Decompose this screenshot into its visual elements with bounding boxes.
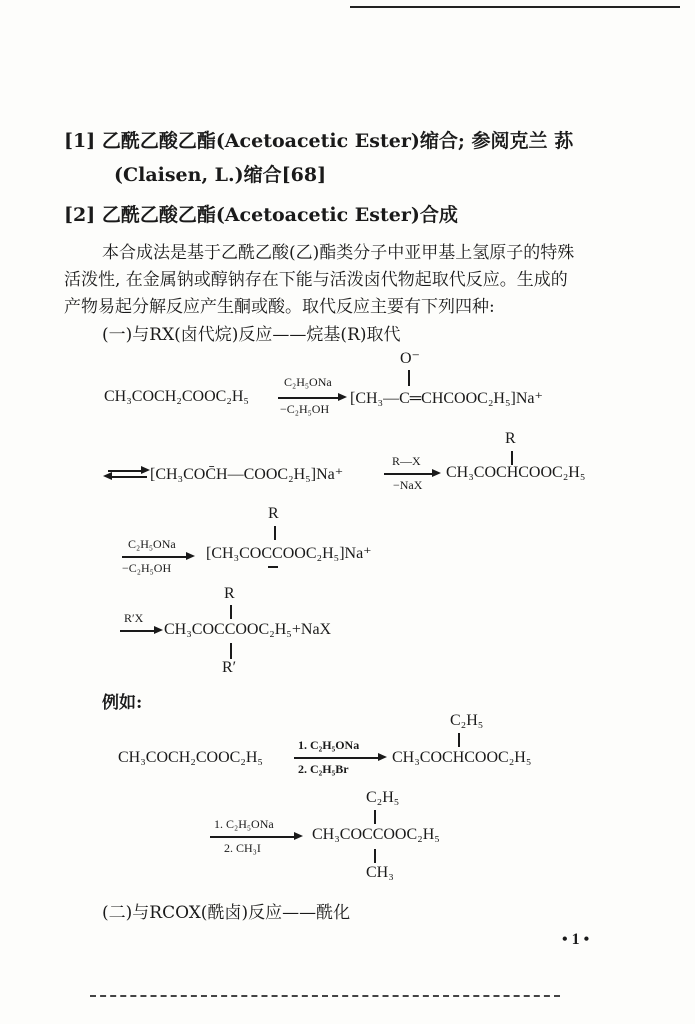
scheme2-sub-top: C₂H₅ (450, 712, 484, 729)
row3-r-label: R (268, 505, 279, 522)
equilibrium-top-head (141, 466, 150, 474)
row2-anion: [CH₃COC̄H—COOC₂H₅]Na⁺ (150, 466, 344, 483)
section-2-title: (二)与RCOX(酰卤)反应——酰化 (102, 903, 351, 923)
o-bond (408, 370, 410, 386)
example-label: 例如: (102, 693, 143, 713)
row4-reagent-top: R′X (124, 611, 144, 625)
scheme2-sub2-top-bond (374, 810, 376, 824)
row4-arrow-head (154, 626, 163, 634)
scheme2-arrow-1 (294, 757, 380, 759)
scheme1-reactant: CH₃COCH₂COOC₂H₅ (104, 388, 249, 405)
row2-r-label: R (505, 430, 516, 447)
row2-arrow-head (432, 469, 441, 477)
o-minus-label: O⁻ (400, 350, 420, 367)
heading-1-line-2: (Claisen, L.)缩合[68] (114, 164, 327, 186)
scheme2-step2-bottom: 2. CH₃I (224, 841, 261, 855)
paragraph-line-3: 产物易起分解反应产生酮或酸。取代反应主要有下列四种: (64, 297, 495, 317)
row3-arrow (122, 556, 188, 558)
heading-2: [2] 乙酰乙酸乙酯(Acetoacetic Ester)合成 (64, 204, 458, 226)
paragraph-line-2: 活泼性, 在金属钠或醇钠存在下能与活泼卤代物起取代反应。生成的 (64, 270, 568, 290)
equilibrium-top (108, 470, 144, 472)
scheme2-step1-top: 1. C₂H₅ONa (298, 738, 360, 752)
scheme2-arrow-1-head (378, 753, 387, 761)
section-1-title: (一)与RX(卤代烷)反应——烷基(R)取代 (102, 325, 401, 345)
scheme2-sub2-bottom: CH₃ (366, 864, 394, 881)
row4-product: CH₃COCCOOC₂H₅+NaX (164, 621, 332, 638)
row2-product: CH₃COCHCOOC₂H₅ (446, 464, 586, 481)
scheme2-product-2: CH₃COCCOOC₂H₅ (312, 826, 440, 843)
row2-reagent-top: R—X (392, 454, 421, 468)
top-rule (350, 6, 680, 8)
scheme2-sub2-bottom-bond (374, 849, 376, 863)
row3-r-bond (274, 526, 276, 540)
row3-reagent-top: C₂H₅ONa (128, 537, 176, 551)
scheme2-sub2-top: C₂H₅ (366, 789, 400, 806)
row3-carbanion-mark (268, 566, 278, 568)
row4-arrow (120, 630, 156, 632)
row2-arrow (384, 473, 434, 475)
scheme1-product-a: [CH₃—C═CHCOOC₂H₅]Na⁺ (350, 390, 543, 407)
scheme2-reactant: CH₃COCH₂COOC₂H₅ (118, 749, 263, 766)
scheme1-reagent-bottom: −C₂H₅OH (280, 402, 330, 416)
scheme2-step1-bottom: 2. C₂H₅Br (298, 762, 349, 776)
row2-reagent-bottom: −NaX (393, 478, 423, 492)
equilibrium-bottom (111, 476, 147, 478)
scheme1-arrow (278, 397, 340, 399)
page-number: • 1 • (562, 931, 590, 948)
scheme2-step2-top: 1. C₂H₅ONa (214, 817, 274, 831)
row4-r-bottom-bond (230, 643, 232, 659)
scheme1-reagent-top: C₂H₅ONa (284, 375, 332, 389)
scheme1-arrow-head (338, 393, 347, 401)
equilibrium-bottom-head (103, 472, 112, 480)
row3-reagent-bottom: −C₂H₅OH (122, 561, 172, 575)
scheme2-arrow-2-head (294, 832, 303, 840)
heading-1-line-1: [1] 乙酰乙酸乙酯(Acetoacetic Ester)缩合; 参阅克兰 荪 (64, 130, 574, 152)
scheme2-sub-top-bond (458, 733, 460, 747)
scheme2-arrow-2 (210, 836, 296, 838)
row3-product: [CH₃COCCOOC₂H₅]Na⁺ (206, 545, 372, 562)
scheme2-product-1: CH₃COCHCOOC₂H₅ (392, 749, 532, 766)
row2-r-bond (511, 451, 513, 465)
row4-r-top-bond (230, 605, 232, 619)
bottom-rule (90, 995, 560, 997)
row4-r-top: R (224, 585, 235, 602)
row4-r-bottom: R′ (222, 659, 237, 676)
paragraph-line-1: 本合成法是基于乙酰乙酸(乙)酯类分子中亚甲基上氢原子的特殊 (102, 243, 575, 263)
row3-arrow-head (186, 552, 195, 560)
